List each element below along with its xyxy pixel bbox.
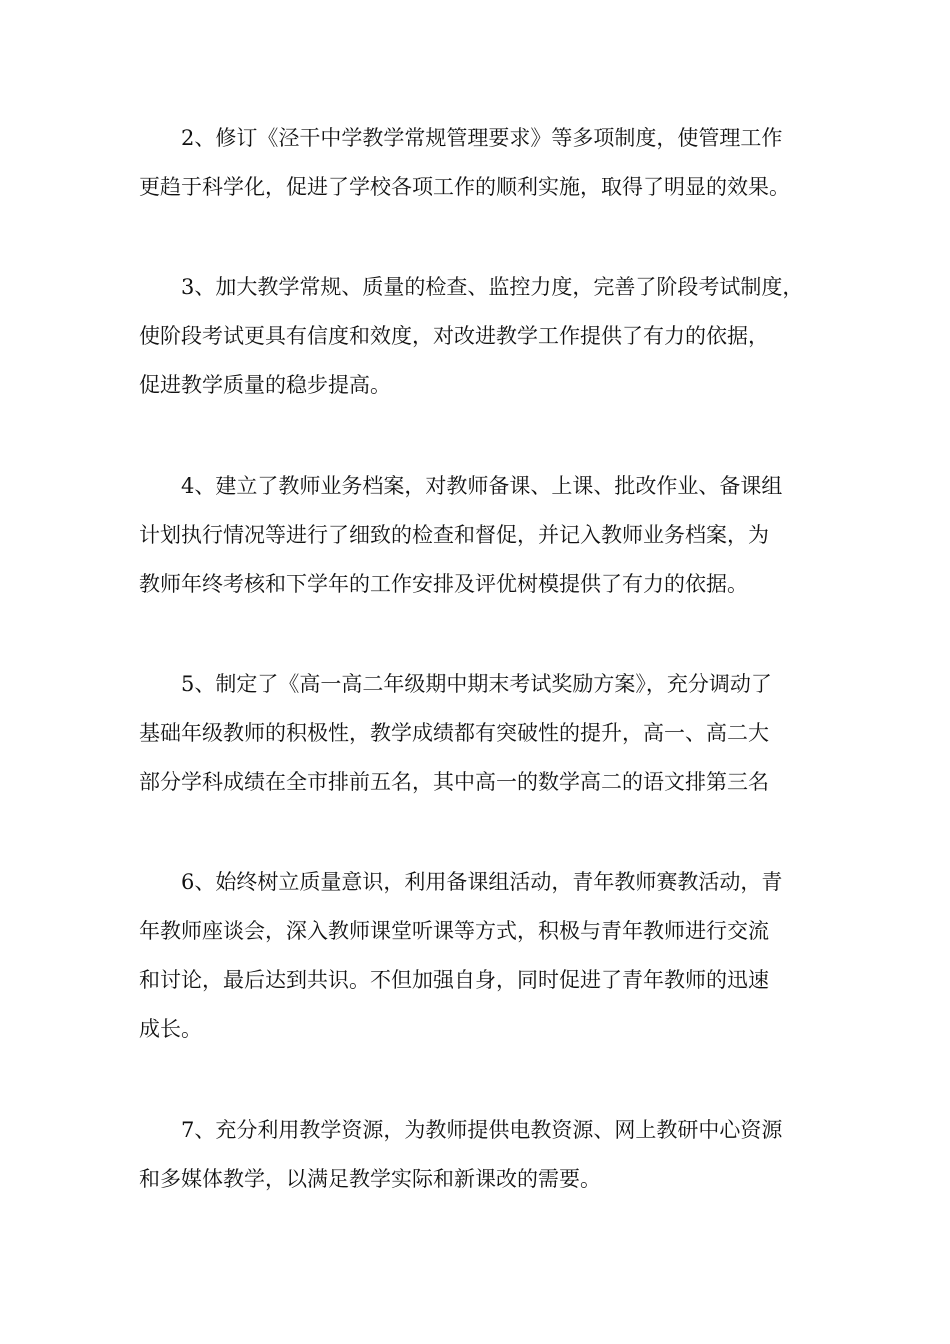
paragraph-line: 4、建立了教师业务档案，对教师备课、上课、批改作业、备课组 bbox=[181, 474, 783, 498]
paragraph-line: 和多媒体教学，以满足教学实际和新课改的需要。 bbox=[139, 1167, 601, 1191]
paragraph-line: 和讨论，最后达到共识。不但加强自身，同时促进了青年教师的迅速 bbox=[139, 968, 769, 992]
paragraph-line: 2、修订《泾干中学教学常规管理要求》等多项制度，使管理工作 bbox=[181, 126, 783, 150]
paragraph-line: 成长。 bbox=[139, 1017, 202, 1041]
paragraph-line: 促进教学质量的稳步提高。 bbox=[139, 373, 391, 397]
paragraph-line: 7、充分利用教学资源，为教师提供电教资源、网上教研中心资源 bbox=[181, 1118, 783, 1142]
paragraph-line: 6、始终树立质量意识，利用备课组活动，青年教师赛教活动，青 bbox=[181, 870, 783, 894]
paragraph-line: 年教师座谈会，深入教师课堂听课等方式，积极与青年教师进行交流 bbox=[139, 919, 769, 943]
paragraph-6 bbox=[139, 858, 839, 1054]
paragraph-line: 基础年级教师的积极性，教学成绩都有突破性的提升，高一、高二大 bbox=[139, 721, 769, 745]
paragraph-2 bbox=[139, 114, 839, 212]
paragraph-5 bbox=[139, 660, 839, 807]
paragraph-7 bbox=[139, 1106, 839, 1204]
paragraph-3 bbox=[139, 263, 839, 410]
paragraph-line: 3、加大教学常规、质量的检查、监控力度，完善了阶段考试制度， bbox=[181, 275, 804, 299]
paragraph-line: 使阶段考试更具有信度和效度，对改进教学工作提供了有力的依据， bbox=[139, 324, 769, 348]
paragraph-line: 更趋于科学化，促进了学校各项工作的顺利实施，取得了明显的效果。 bbox=[139, 175, 790, 199]
paragraph-line: 5、制定了《高一高二年级期中期末考试奖励方案》，充分调动了 bbox=[181, 672, 772, 696]
paragraph-line: 计划执行情况等进行了细致的检查和督促，并记入教师业务档案，为 bbox=[139, 523, 769, 547]
paragraph-line: 教师年终考核和下学年的工作安排及评优树模提供了有力的依据。 bbox=[139, 572, 748, 596]
paragraph-4 bbox=[139, 462, 839, 609]
paragraph-line: 部分学科成绩在全市排前五名，其中高一的数学高二的语文排第三名 bbox=[139, 770, 769, 794]
